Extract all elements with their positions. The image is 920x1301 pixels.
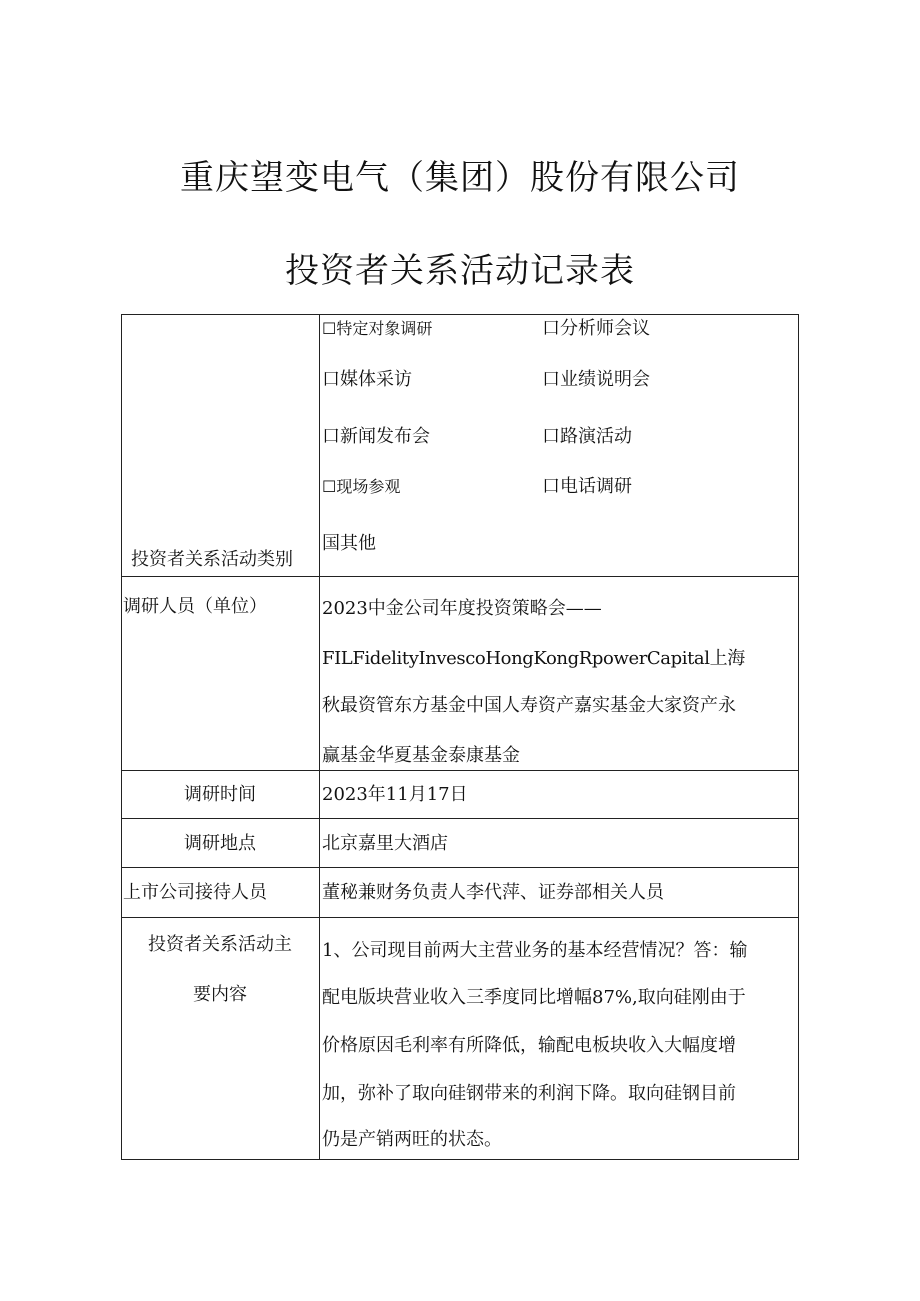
- participants-label: 调研人员（单位）: [123, 596, 267, 617]
- content-line: 加，弥补了取向硅钢带来的利润下降。取向硅钢目前: [322, 1083, 736, 1104]
- participants-line: FILFidelityInvescoHongKongRpowerCapital上海: [322, 648, 745, 669]
- row-divider: [121, 576, 799, 577]
- reception-value: 董秘兼财务负责人李代萍、证券部相关人员: [322, 882, 664, 903]
- option-specific-research[interactable]: ☐特定对象调研: [322, 319, 433, 338]
- row-divider: [121, 917, 799, 918]
- content-line: 价格原因毛利率有所降低，输配电板块收入大幅度增: [322, 1035, 736, 1056]
- company-title: 重庆望变电气（集团）股份有限公司: [180, 158, 740, 198]
- location-value: 北京嘉里大酒店: [322, 833, 448, 854]
- record-table: [121, 314, 799, 1160]
- content-line: 1、公司现目前两大主营业务的基本经营情况？答：输: [322, 940, 748, 961]
- option-media-interview[interactable]: 口媒体采访: [322, 369, 412, 390]
- reception-label: 上市公司接待人员: [123, 882, 267, 903]
- table-border-top: [121, 314, 799, 315]
- participants-line: 赢基金华夏基金泰康基金: [322, 745, 520, 766]
- location-label: 调研地点: [184, 833, 256, 854]
- table-border-right: [798, 314, 799, 1160]
- table-border-left: [121, 314, 122, 1160]
- participants-line: 2023中金公司年度投资策略会——: [322, 598, 602, 619]
- form-title: 投资者关系活动记录表: [285, 251, 635, 291]
- row-divider: [121, 818, 799, 819]
- option-roadshow[interactable]: 口路演活动: [542, 426, 632, 447]
- content-label-line1: 投资者关系活动主: [148, 934, 292, 955]
- content-label-line2: 要内容: [193, 984, 247, 1005]
- table-border-bottom: [121, 1159, 799, 1160]
- time-label: 调研时间: [184, 784, 256, 805]
- option-phone-research[interactable]: 口电话调研: [542, 476, 632, 497]
- option-other[interactable]: 国其他: [322, 533, 376, 554]
- participants-line: 秋最资管东方基金中国人寿资产嘉实基金大家资产永: [322, 695, 736, 716]
- option-site-visit[interactable]: ☐现场参观: [322, 477, 401, 496]
- row-divider: [121, 770, 799, 771]
- column-divider: [319, 314, 320, 1160]
- content-line: 仍是产销两旺的状态。: [322, 1129, 502, 1150]
- option-analyst-meeting[interactable]: 口分析师会议: [542, 318, 650, 339]
- option-earnings-briefing[interactable]: 口业绩说明会: [542, 369, 650, 390]
- row-divider: [121, 867, 799, 868]
- category-label: 投资者关系活动类别: [131, 549, 293, 570]
- time-value: 2023年11月17日: [322, 784, 468, 805]
- content-line: 配电版块营业收入三季度同比增幅87%,取向硅刚由于: [322, 987, 746, 1008]
- option-press-conference[interactable]: 口新闻发布会: [322, 426, 430, 447]
